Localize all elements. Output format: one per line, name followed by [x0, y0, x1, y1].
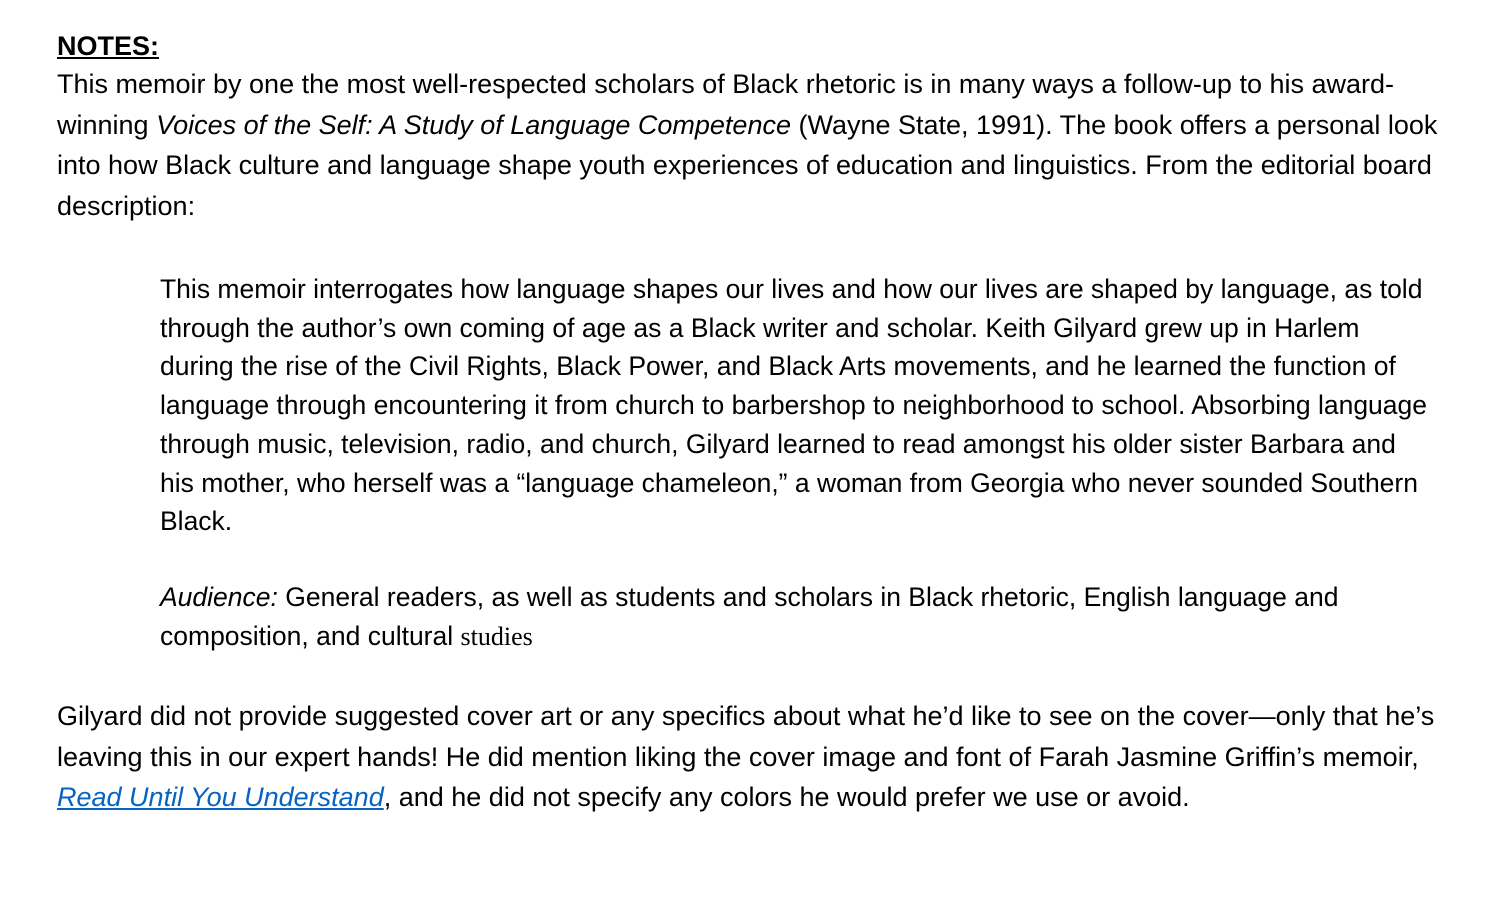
intro-text-before-title: This memoir by one the most well-respected scholars of Black rhetoric is in many ways a follow-up to his award-winning [57, 69, 1395, 140]
audience-tail: studies [460, 621, 533, 651]
read-until-you-understand-link[interactable]: Read Until You Understand [57, 782, 384, 813]
block-quote [160, 270, 1430, 656]
book-title: Voices of the Self: A Study of Language Competence [156, 109, 791, 140]
notes-heading: NOTES: [57, 31, 160, 61]
closing-text-before-link: Gilyard did not provide suggested cover art or any specifics about what he’d like to see on the cover—only that he’s leaving this in our expert hands! He did mention liking the cover image and font of Farah Jasmine Griffin’s memoir, [57, 701, 1435, 772]
audience-text: General readers, as well as students and scholars in Black rhetoric, English language and composition, and cultural [160, 581, 1339, 651]
closing-paragraph [57, 696, 1457, 818]
intro-text-after-title: (Wayne State, 1991). The book offers a personal look into how Black culture and language shape youth experiences of education and linguistics. From the editorial board description: [57, 109, 1438, 221]
closing-text-after-link: , and he did not specify any colors he would prefer we use or avoid. [383, 782, 1190, 813]
document-page [57, 28, 1457, 818]
quote-description: This memoir interrogates how language shapes our lives and how our lives are shaped by language, as told through the author’s own coming of age as a Black writer and scholar. Keith Gilyard grew up in Harlem during the rise of the Civil Rights, Black Power, and Black Arts movements, and he learned the function of language through encountering it from church to barbershop to neighborhood to school. Absorbing language through music, television, radio, and church, Gilyard learned to read amongst his older sister Barbara and his mother, who herself was a “language chameleon,” a woman from Georgia who never sounded Southern Black. [160, 274, 1428, 537]
audience-paragraph [160, 578, 1430, 656]
intro-paragraph [57, 64, 1457, 226]
audience-label: Audience: [160, 581, 278, 612]
